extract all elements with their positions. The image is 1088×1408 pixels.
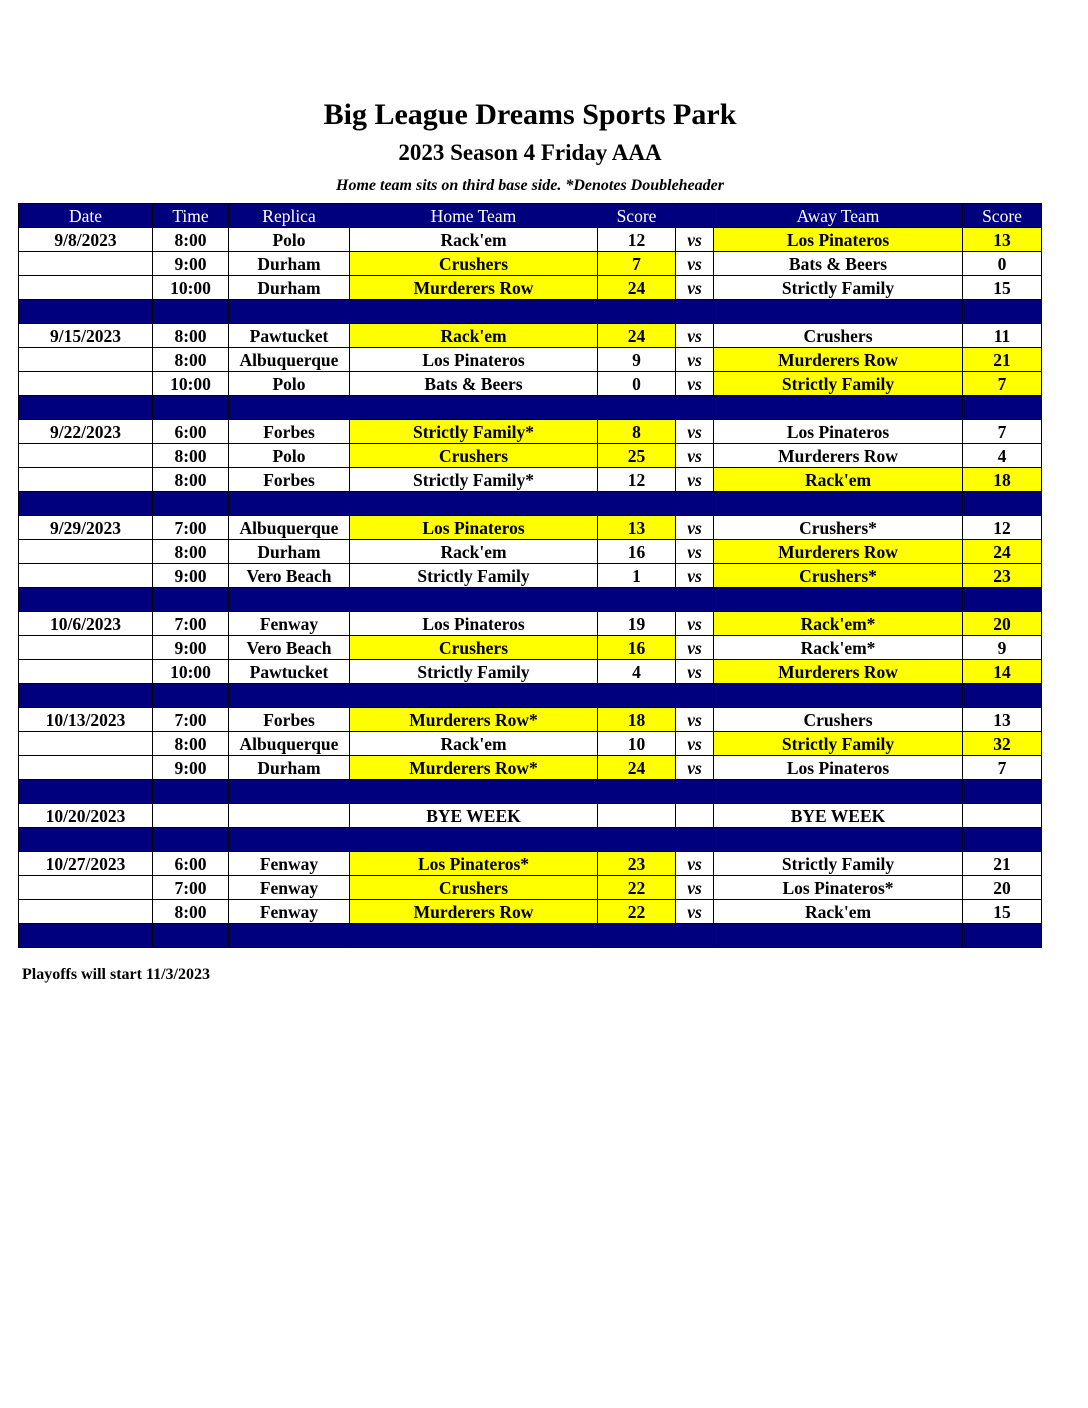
date-cell — [19, 564, 153, 588]
band-cell — [350, 492, 598, 516]
replica-cell: Pawtucket — [229, 660, 350, 684]
replica-cell: Polo — [229, 228, 350, 252]
band-cell — [714, 780, 963, 804]
replica-cell: Vero Beach — [229, 636, 350, 660]
home-team-cell: Los Pinateros — [350, 348, 598, 372]
away-team-cell: Strictly Family — [714, 276, 963, 300]
table-row — [19, 612, 1042, 636]
home-team-cell: Rack'em — [350, 324, 598, 348]
replica-cell: Fenway — [229, 612, 350, 636]
time-cell: 8:00 — [153, 444, 229, 468]
table-row — [19, 804, 1042, 828]
away-score-cell — [963, 804, 1042, 828]
home-score-cell: 22 — [598, 900, 676, 924]
away-team-cell: Crushers — [714, 708, 963, 732]
replica-cell: Vero Beach — [229, 564, 350, 588]
home-score-cell: 13 — [598, 516, 676, 540]
band-cell — [350, 684, 598, 708]
vs-cell: vs — [676, 900, 714, 924]
week-separator-band — [19, 924, 1042, 948]
replica-cell: Durham — [229, 276, 350, 300]
away-team-cell: Crushers* — [714, 516, 963, 540]
date-cell: 10/20/2023 — [19, 804, 153, 828]
vs-cell: vs — [676, 876, 714, 900]
time-cell: 8:00 — [153, 468, 229, 492]
band-cell — [229, 396, 350, 420]
band-cell — [714, 924, 963, 948]
date-cell — [19, 540, 153, 564]
band-cell — [676, 684, 714, 708]
home-score-cell: 12 — [598, 468, 676, 492]
away-score-cell: 0 — [963, 252, 1042, 276]
time-cell: 10:00 — [153, 276, 229, 300]
home-team-cell: Murderers Row — [350, 900, 598, 924]
away-team-cell: Strictly Family — [714, 732, 963, 756]
band-cell — [19, 828, 153, 852]
date-cell — [19, 276, 153, 300]
band-cell — [714, 588, 963, 612]
time-cell: 6:00 — [153, 852, 229, 876]
band-cell — [350, 828, 598, 852]
band-cell — [19, 588, 153, 612]
home-score-cell: 4 — [598, 660, 676, 684]
away-team-cell: Murderers Row — [714, 348, 963, 372]
date-cell — [19, 876, 153, 900]
date-cell — [19, 372, 153, 396]
replica-cell: Fenway — [229, 852, 350, 876]
away-team-cell: Murderers Row — [714, 660, 963, 684]
home-score-cell: 10 — [598, 732, 676, 756]
time-cell: 9:00 — [153, 756, 229, 780]
vs-cell: vs — [676, 468, 714, 492]
date-cell — [19, 756, 153, 780]
home-score-cell: 19 — [598, 612, 676, 636]
band-cell — [598, 492, 676, 516]
away-score-cell: 4 — [963, 444, 1042, 468]
band-cell — [229, 684, 350, 708]
table-row — [19, 324, 1042, 348]
home-team-cell: Los Pinateros* — [350, 852, 598, 876]
away-team-cell: Los Pinateros* — [714, 876, 963, 900]
week-separator-band — [19, 396, 1042, 420]
away-team-cell: Strictly Family — [714, 372, 963, 396]
band-cell — [19, 300, 153, 324]
band-cell — [714, 300, 963, 324]
band-cell — [19, 924, 153, 948]
band-cell — [598, 396, 676, 420]
away-score-cell: 13 — [963, 228, 1042, 252]
band-cell — [153, 924, 229, 948]
band-cell — [350, 588, 598, 612]
band-cell — [714, 684, 963, 708]
band-cell — [676, 828, 714, 852]
band-cell — [598, 780, 676, 804]
home-team-cell: Murderers Row* — [350, 708, 598, 732]
replica-cell: Fenway — [229, 900, 350, 924]
time-cell: 8:00 — [153, 348, 229, 372]
table-header-row — [19, 204, 1042, 228]
home-team-cell: Strictly Family — [350, 564, 598, 588]
home-team-cell: Murderers Row* — [350, 756, 598, 780]
table-row — [19, 252, 1042, 276]
table-row — [19, 636, 1042, 660]
away-score-cell: 9 — [963, 636, 1042, 660]
home-score-cell: 12 — [598, 228, 676, 252]
table-row — [19, 444, 1042, 468]
away-score-cell: 20 — [963, 612, 1042, 636]
band-cell — [598, 924, 676, 948]
vs-cell: vs — [676, 708, 714, 732]
time-cell: 9:00 — [153, 564, 229, 588]
table-row — [19, 876, 1042, 900]
home-score-cell: 16 — [598, 636, 676, 660]
week-separator-band — [19, 300, 1042, 324]
date-cell: 9/29/2023 — [19, 516, 153, 540]
band-cell — [153, 588, 229, 612]
replica-cell: Forbes — [229, 420, 350, 444]
replica-cell — [229, 804, 350, 828]
schedule-table — [18, 203, 1042, 948]
away-score-cell: 13 — [963, 708, 1042, 732]
band-cell — [229, 924, 350, 948]
home-team-cell: Rack'em — [350, 228, 598, 252]
date-cell — [19, 348, 153, 372]
vs-cell: vs — [676, 444, 714, 468]
away-team-cell: Murderers Row — [714, 444, 963, 468]
band-cell — [714, 492, 963, 516]
band-cell — [598, 588, 676, 612]
home-team-cell: Rack'em — [350, 540, 598, 564]
col-header-home-team: Home Team — [350, 204, 598, 228]
table-row — [19, 468, 1042, 492]
band-cell — [714, 396, 963, 420]
col-header-away-score: Score — [963, 204, 1042, 228]
col-header-home-score: Score — [598, 204, 676, 228]
away-team-cell: Los Pinateros — [714, 228, 963, 252]
band-cell — [229, 492, 350, 516]
away-team-cell: Bats & Beers — [714, 252, 963, 276]
table-row — [19, 756, 1042, 780]
away-score-cell: 7 — [963, 372, 1042, 396]
home-score-cell: 18 — [598, 708, 676, 732]
home-team-cell: BYE WEEK — [350, 804, 598, 828]
home-team-cell: Rack'em — [350, 732, 598, 756]
away-score-cell: 18 — [963, 468, 1042, 492]
vs-cell: vs — [676, 276, 714, 300]
date-cell: 9/15/2023 — [19, 324, 153, 348]
week-separator-band — [19, 588, 1042, 612]
band-cell — [598, 828, 676, 852]
week-separator-band — [19, 828, 1042, 852]
away-score-cell: 21 — [963, 852, 1042, 876]
band-cell — [676, 588, 714, 612]
band-cell — [350, 300, 598, 324]
home-score-cell: 25 — [598, 444, 676, 468]
band-cell — [676, 780, 714, 804]
vs-cell: vs — [676, 252, 714, 276]
home-team-cell: Crushers — [350, 444, 598, 468]
home-team-cell: Strictly Family — [350, 660, 598, 684]
col-header-replica: Replica — [229, 204, 350, 228]
home-score-cell: 9 — [598, 348, 676, 372]
time-cell: 9:00 — [153, 252, 229, 276]
band-cell — [229, 828, 350, 852]
vs-cell: vs — [676, 228, 714, 252]
away-score-cell: 24 — [963, 540, 1042, 564]
band-cell — [229, 588, 350, 612]
replica-cell: Pawtucket — [229, 324, 350, 348]
col-header-date: Date — [19, 204, 153, 228]
replica-cell: Albuquerque — [229, 732, 350, 756]
replica-cell: Albuquerque — [229, 516, 350, 540]
table-row — [19, 276, 1042, 300]
home-score-cell — [598, 804, 676, 828]
band-cell — [676, 300, 714, 324]
band-cell — [19, 396, 153, 420]
home-team-cell: Crushers — [350, 876, 598, 900]
time-cell: 10:00 — [153, 372, 229, 396]
away-score-cell: 32 — [963, 732, 1042, 756]
date-cell — [19, 660, 153, 684]
replica-cell: Polo — [229, 444, 350, 468]
vs-cell: vs — [676, 564, 714, 588]
week-separator-band — [19, 492, 1042, 516]
home-score-cell: 16 — [598, 540, 676, 564]
replica-cell: Durham — [229, 540, 350, 564]
col-header-time: Time — [153, 204, 229, 228]
table-row — [19, 228, 1042, 252]
vs-cell: vs — [676, 324, 714, 348]
vs-cell: vs — [676, 372, 714, 396]
band-cell — [19, 684, 153, 708]
home-team-cell: Los Pinateros — [350, 516, 598, 540]
away-team-cell: BYE WEEK — [714, 804, 963, 828]
away-score-cell: 11 — [963, 324, 1042, 348]
away-score-cell: 7 — [963, 756, 1042, 780]
away-score-cell: 20 — [963, 876, 1042, 900]
band-cell — [350, 924, 598, 948]
date-cell: 10/6/2023 — [19, 612, 153, 636]
date-cell — [19, 636, 153, 660]
band-cell — [963, 684, 1042, 708]
vs-cell: vs — [676, 516, 714, 540]
home-score-cell: 23 — [598, 852, 676, 876]
band-cell — [676, 396, 714, 420]
band-cell — [963, 492, 1042, 516]
time-cell: 8:00 — [153, 540, 229, 564]
table-row — [19, 732, 1042, 756]
away-team-cell: Rack'em* — [714, 612, 963, 636]
date-cell: 9/22/2023 — [19, 420, 153, 444]
home-team-cell: Murderers Row — [350, 276, 598, 300]
home-score-cell: 24 — [598, 324, 676, 348]
band-cell — [153, 828, 229, 852]
away-score-cell: 7 — [963, 420, 1042, 444]
time-cell: 7:00 — [153, 708, 229, 732]
band-cell — [598, 684, 676, 708]
band-cell — [963, 828, 1042, 852]
time-cell: 9:00 — [153, 636, 229, 660]
band-cell — [963, 780, 1042, 804]
band-cell — [153, 492, 229, 516]
table-row — [19, 708, 1042, 732]
time-cell: 8:00 — [153, 900, 229, 924]
band-cell — [598, 300, 676, 324]
table-row — [19, 540, 1042, 564]
away-team-cell: Los Pinateros — [714, 756, 963, 780]
time-cell: 8:00 — [153, 324, 229, 348]
away-score-cell: 15 — [963, 900, 1042, 924]
vs-cell: vs — [676, 540, 714, 564]
col-header-away-team: Away Team — [714, 204, 963, 228]
away-team-cell: Los Pinateros — [714, 420, 963, 444]
away-team-cell: Rack'em — [714, 900, 963, 924]
vs-cell: vs — [676, 348, 714, 372]
band-cell — [963, 300, 1042, 324]
band-cell — [350, 780, 598, 804]
home-team-cell: Strictly Family* — [350, 420, 598, 444]
vs-cell: vs — [676, 852, 714, 876]
band-cell — [19, 492, 153, 516]
date-cell — [19, 252, 153, 276]
band-cell — [153, 396, 229, 420]
band-cell — [153, 684, 229, 708]
band-cell — [676, 492, 714, 516]
away-team-cell: Rack'em — [714, 468, 963, 492]
home-score-cell: 1 — [598, 564, 676, 588]
time-cell: 7:00 — [153, 612, 229, 636]
band-cell — [963, 588, 1042, 612]
vs-cell: vs — [676, 420, 714, 444]
away-score-cell: 23 — [963, 564, 1042, 588]
table-row — [19, 564, 1042, 588]
vs-cell: vs — [676, 636, 714, 660]
date-cell — [19, 900, 153, 924]
home-score-cell: 24 — [598, 756, 676, 780]
home-score-cell: 24 — [598, 276, 676, 300]
band-cell — [963, 396, 1042, 420]
footer-note: Playoffs will start 11/3/2023 — [22, 966, 210, 983]
away-score-cell: 15 — [963, 276, 1042, 300]
home-team-cell: Los Pinateros — [350, 612, 598, 636]
week-separator-band — [19, 780, 1042, 804]
band-cell — [153, 300, 229, 324]
date-cell: 10/27/2023 — [19, 852, 153, 876]
table-row — [19, 420, 1042, 444]
week-separator-band — [19, 684, 1042, 708]
away-team-cell: Crushers — [714, 324, 963, 348]
away-score-cell: 21 — [963, 348, 1042, 372]
date-cell: 10/13/2023 — [19, 708, 153, 732]
away-team-cell: Rack'em* — [714, 636, 963, 660]
home-team-cell: Bats & Beers — [350, 372, 598, 396]
away-team-cell: Strictly Family — [714, 852, 963, 876]
replica-cell: Fenway — [229, 876, 350, 900]
home-score-cell: 0 — [598, 372, 676, 396]
time-cell — [153, 804, 229, 828]
date-cell — [19, 444, 153, 468]
band-cell — [19, 780, 153, 804]
vs-cell: vs — [676, 660, 714, 684]
table-row — [19, 900, 1042, 924]
table-row — [19, 516, 1042, 540]
col-header-vs — [676, 204, 714, 228]
time-cell: 7:00 — [153, 876, 229, 900]
away-score-cell: 14 — [963, 660, 1042, 684]
replica-cell: Durham — [229, 756, 350, 780]
schedule-body — [19, 228, 1042, 948]
replica-cell: Polo — [229, 372, 350, 396]
home-team-cell: Crushers — [350, 636, 598, 660]
date-cell: 9/8/2023 — [19, 228, 153, 252]
replica-cell: Durham — [229, 252, 350, 276]
replica-cell: Forbes — [229, 468, 350, 492]
band-cell — [153, 780, 229, 804]
away-team-cell: Crushers* — [714, 564, 963, 588]
away-score-cell: 12 — [963, 516, 1042, 540]
replica-cell: Albuquerque — [229, 348, 350, 372]
home-team-cell: Strictly Family* — [350, 468, 598, 492]
home-team-cell: Crushers — [350, 252, 598, 276]
band-cell — [714, 828, 963, 852]
table-row — [19, 348, 1042, 372]
band-cell — [229, 300, 350, 324]
table-row — [19, 852, 1042, 876]
time-cell: 8:00 — [153, 732, 229, 756]
header-note: Home team sits on third base side. *Denotes Doubleheader — [336, 177, 724, 194]
band-cell — [676, 924, 714, 948]
vs-cell: vs — [676, 756, 714, 780]
vs-cell: vs — [676, 732, 714, 756]
time-cell: 10:00 — [153, 660, 229, 684]
date-cell — [19, 468, 153, 492]
time-cell: 7:00 — [153, 516, 229, 540]
replica-cell: Forbes — [229, 708, 350, 732]
home-score-cell: 8 — [598, 420, 676, 444]
page-subtitle: 2023 Season 4 Friday AAA — [398, 140, 662, 165]
time-cell: 6:00 — [153, 420, 229, 444]
home-score-cell: 7 — [598, 252, 676, 276]
page-title: Big League Dreams Sports Park — [323, 98, 737, 131]
band-cell — [350, 396, 598, 420]
home-score-cell: 22 — [598, 876, 676, 900]
date-cell — [19, 732, 153, 756]
table-row — [19, 372, 1042, 396]
vs-cell: vs — [676, 612, 714, 636]
away-team-cell: Murderers Row — [714, 540, 963, 564]
vs-cell — [676, 804, 714, 828]
band-cell — [963, 924, 1042, 948]
time-cell: 8:00 — [153, 228, 229, 252]
table-row — [19, 660, 1042, 684]
band-cell — [229, 780, 350, 804]
